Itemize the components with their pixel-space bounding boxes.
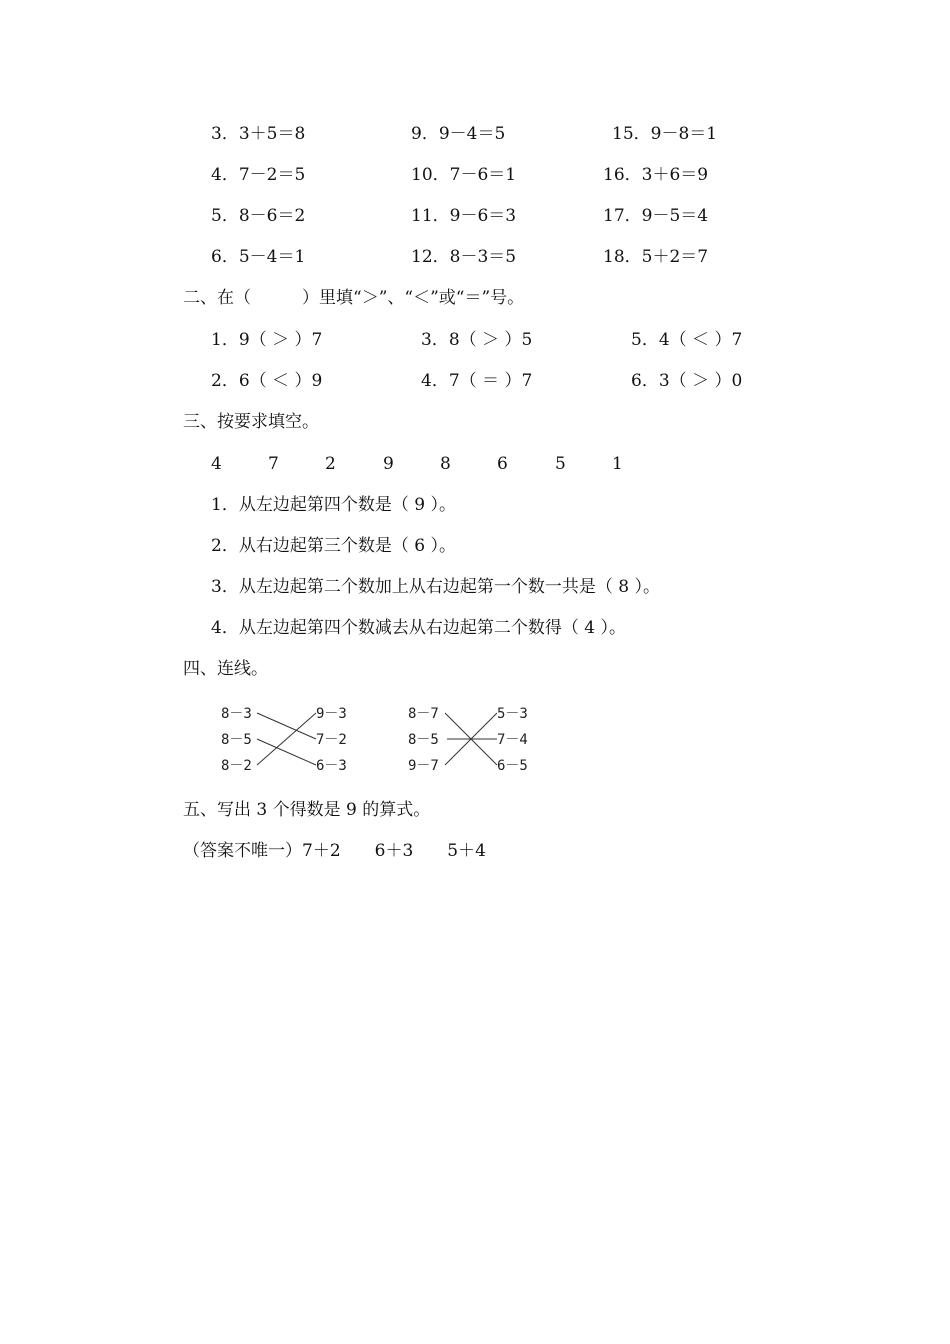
expression-left: 8－2: [221, 758, 252, 774]
compare-item: 6．3（ ＞ ）0: [631, 371, 743, 391]
answer-item: 16．3＋6＝9: [603, 165, 709, 185]
expression-left: 8－5: [408, 732, 439, 748]
expression-left: 8－5: [221, 732, 252, 748]
section-4-title: 四、连线。: [183, 659, 268, 679]
matching-diagram-b: [403, 700, 538, 778]
answer-item: 3．3＋5＝8: [211, 124, 306, 144]
fill-item: 3．从左边起第二个数加上从右边起第一个数一共是（ 8 ）。: [211, 577, 660, 597]
answer-item: 15．9－8＝1: [612, 124, 718, 144]
fill-item: 1．从左边起第四个数是（ 9 ）。: [211, 495, 456, 515]
answer-item: 9．9－4＝5: [411, 124, 506, 144]
sequence-number: 7: [268, 454, 279, 474]
matching-diagram-a: [215, 700, 360, 778]
compare-item: 3．8（ ＞ ）5: [421, 330, 533, 350]
expression-right: 7－4: [497, 732, 528, 748]
answer-item: 4．7－2＝5: [211, 165, 306, 185]
answer-item: 12．8－3＝5: [411, 247, 517, 267]
section-3-title: 三、按要求填空。: [183, 412, 319, 432]
compare-item: 2．6（ ＜ ）9: [211, 371, 323, 391]
sequence-number: 5: [555, 454, 566, 474]
expression-left: 8－3: [221, 706, 252, 722]
compare-item: 4．7（ ＝ ）7: [421, 371, 533, 391]
section-2-title: 二、在（ ）里填“＞”、“＜”或“＝”号。: [183, 288, 525, 308]
sequence-number: 2: [325, 454, 336, 474]
answer-item: 5．8－6＝2: [211, 206, 306, 226]
expression-left: 8－7: [408, 706, 439, 722]
section-5-answer: （答案不唯一）7＋2 6＋3 5＋4: [183, 841, 486, 861]
expression-right: 7－2: [316, 732, 347, 748]
fill-item: 2．从右边起第三个数是（ 6 ）。: [211, 536, 456, 556]
fill-item: 4．从左边起第四个数减去从右边起第二个数得（ 4 ）。: [211, 618, 626, 638]
sequence-number: 1: [612, 454, 623, 474]
answer-item: 18．5＋2＝7: [603, 247, 709, 267]
answer-item: 17．9－5＝4: [603, 206, 709, 226]
expression-right: 9－3: [316, 706, 347, 722]
answer-item: 10．7－6＝1: [411, 165, 517, 185]
compare-item: 5．4（ ＜ ）7: [631, 330, 743, 350]
expression-right: 6－3: [316, 758, 347, 774]
expression-right: 6－5: [497, 758, 528, 774]
expression-right: 5－3: [497, 706, 528, 722]
expression-left: 9－7: [408, 758, 439, 774]
answer-item: 11．9－6＝3: [411, 206, 517, 226]
section-5-title: 五、写出 3 个得数是 9 的算式。: [183, 800, 431, 820]
compare-item: 1．9（ ＞ ）7: [211, 330, 323, 350]
sequence-number: 8: [440, 454, 451, 474]
sequence-number: 9: [383, 454, 394, 474]
sequence-number: 4: [211, 454, 222, 474]
answer-item: 6．5－4＝1: [211, 247, 306, 267]
sequence-number: 6: [497, 454, 508, 474]
